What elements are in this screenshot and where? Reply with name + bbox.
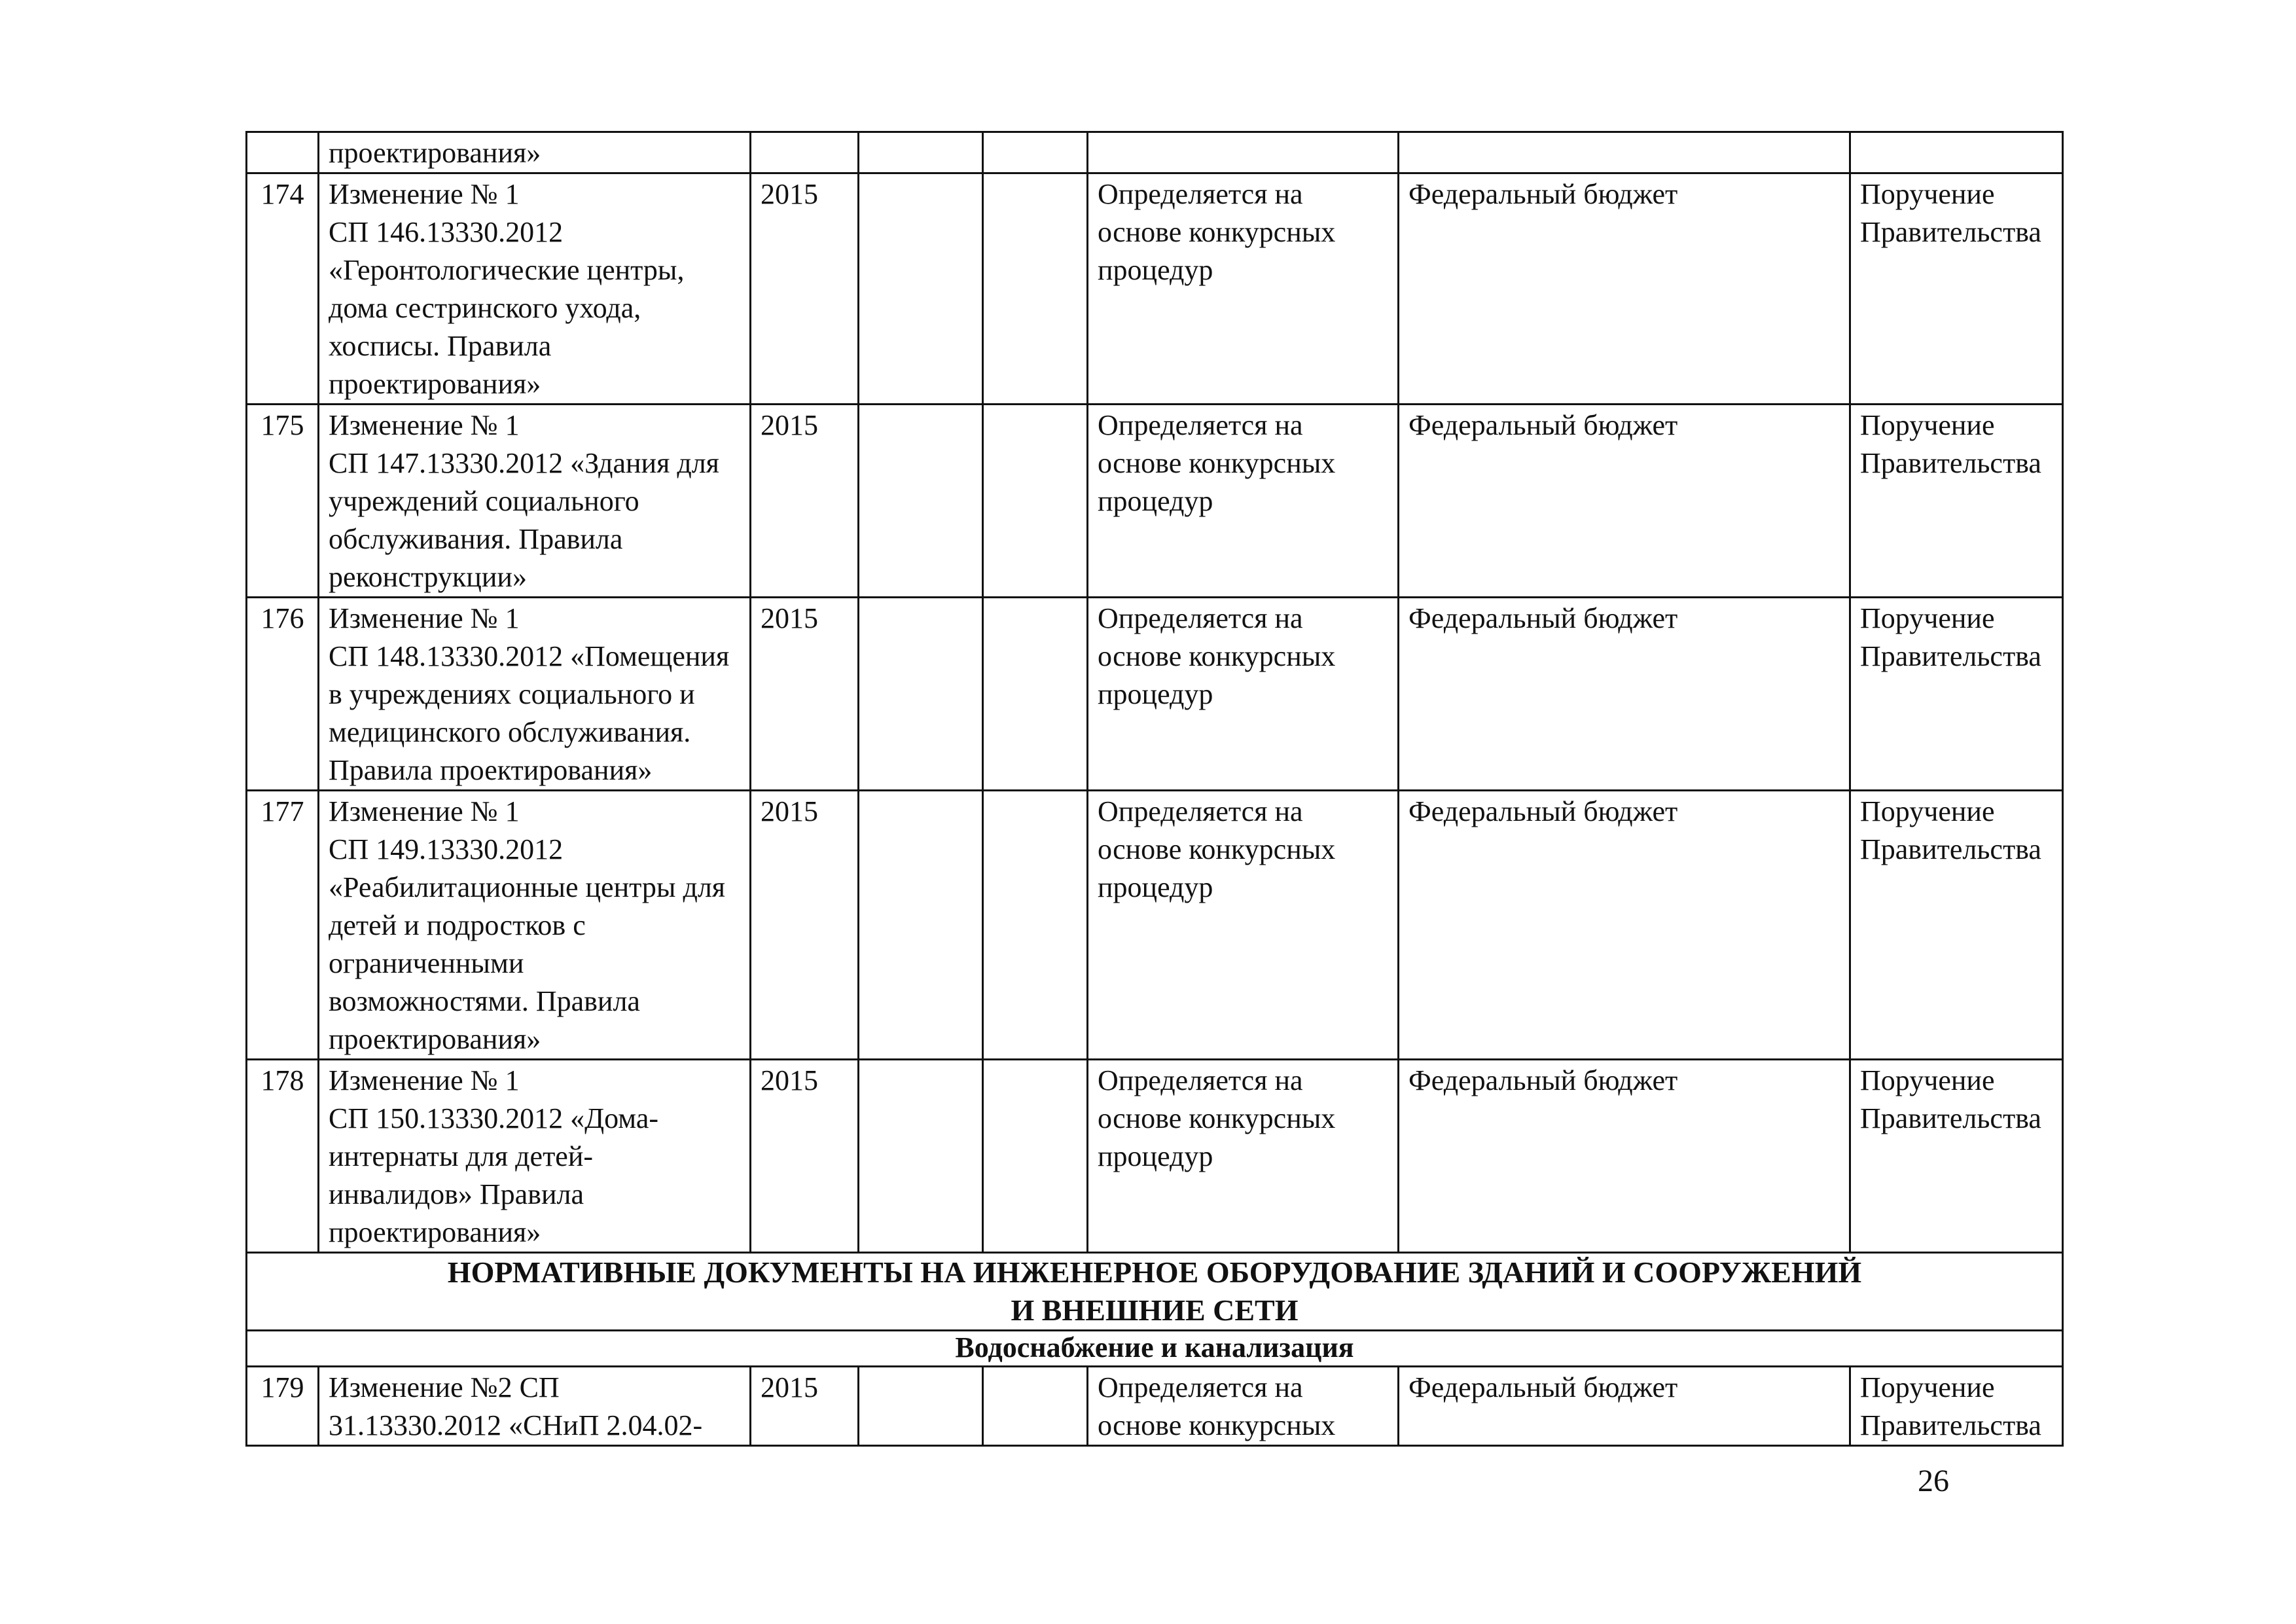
funding-cell: Федеральный бюджет [1399, 791, 1850, 1060]
empty-cell [983, 173, 1088, 405]
empty-cell [859, 791, 983, 1060]
document-name-cell: Изменение № 1 СП 146.13330.2012 «Геронтологические центры, дома сестринского ухода, хосписы. Правила проектирования» [319, 173, 751, 405]
document-name-cell: Изменение № 1 СП 148.13330.2012 «Помещения в учреждениях социального и медицинского обслуживания. Правила проектирования» [319, 598, 751, 791]
year-cell: 2015 [751, 173, 859, 405]
row-number-cell: 177 [247, 791, 319, 1060]
method-cell: Определяется на основе конкурсных процедур [1088, 598, 1399, 791]
year-cell: 2015 [751, 1367, 859, 1446]
subsection-header-row [247, 1331, 2063, 1367]
basis-cell: Поручение Правительства [1850, 405, 2063, 598]
method-cell: Определяется на основе конкурсных процедур [1088, 173, 1399, 405]
basis-cell: Поручение Правительства [1850, 1367, 2063, 1446]
basis-cell: Поручение Правительства [1850, 598, 2063, 791]
document-name-cell: Изменение №2 СП 31.13330.2012 «СНиП 2.04.02- [319, 1367, 751, 1446]
row-number-cell: 175 [247, 405, 319, 598]
table-row [247, 598, 2063, 791]
funding-cell: Федеральный бюджет [1399, 405, 1850, 598]
table-row [247, 1367, 2063, 1446]
funding-cell: Федеральный бюджет [1399, 173, 1850, 405]
empty-cell [983, 598, 1088, 791]
funding-cell: Федеральный бюджет [1399, 598, 1850, 791]
table-row [247, 173, 2063, 405]
method-cell [1088, 132, 1399, 173]
method-cell: Определяется на основе конкурсных процедур [1088, 405, 1399, 598]
year-cell: 2015 [751, 405, 859, 598]
table-row [247, 1060, 2063, 1253]
method-cell: Определяется на основе конкурсных [1088, 1367, 1399, 1446]
basis-cell: Поручение Правительства [1850, 1060, 2063, 1253]
funding-cell: Федеральный бюджет [1399, 1060, 1850, 1253]
document-name-cell: Изменение № 1 СП 149.13330.2012 «Реабилитационные центры для детей и подростков с ограниченными возможностями. Правила проектирования» [319, 791, 751, 1060]
plan-table [245, 131, 2064, 1447]
row-number-cell [247, 132, 319, 173]
page-number: 26 [1918, 1464, 1949, 1498]
document-name-cell: Изменение № 1 СП 150.13330.2012 «Дома- интернаты для детей- инвалидов» Правила проектирования» [319, 1060, 751, 1253]
year-cell: 2015 [751, 1060, 859, 1253]
funding-cell [1399, 132, 1850, 173]
year-cell [751, 132, 859, 173]
empty-cell [859, 405, 983, 598]
empty-cell [983, 791, 1088, 1060]
empty-cell [859, 132, 983, 173]
table-row [247, 132, 2063, 173]
section-header-row [247, 1253, 2063, 1331]
row-number-cell: 178 [247, 1060, 319, 1253]
row-number-cell: 179 [247, 1367, 319, 1446]
subsection-title: Водоснабжение и канализация [247, 1331, 2063, 1367]
year-cell: 2015 [751, 598, 859, 791]
empty-cell [983, 1060, 1088, 1253]
empty-cell [859, 598, 983, 791]
table-row [247, 791, 2063, 1060]
empty-cell [983, 132, 1088, 173]
empty-cell [983, 405, 1088, 598]
empty-cell [983, 1367, 1088, 1446]
method-cell: Определяется на основе конкурсных процедур [1088, 1060, 1399, 1253]
row-number-cell: 174 [247, 173, 319, 405]
document-name-cell: проектирования» [319, 132, 751, 173]
document-name-cell: Изменение № 1 СП 147.13330.2012 «Здания для учреждений социального обслуживания. Правила реконструкции» [319, 405, 751, 598]
row-number-cell: 176 [247, 598, 319, 791]
basis-cell [1850, 132, 2063, 173]
table-row [247, 405, 2063, 598]
year-cell: 2015 [751, 791, 859, 1060]
empty-cell [859, 1367, 983, 1446]
basis-cell: Поручение Правительства [1850, 173, 2063, 405]
basis-cell: Поручение Правительства [1850, 791, 2063, 1060]
section-title: НОРМАТИВНЫЕ ДОКУМЕНТЫ НА ИНЖЕНЕРНОЕ ОБОРУДОВАНИЕ ЗДАНИЙ И СООРУЖЕНИЙ И ВНЕШНИЕ СЕТИ [247, 1253, 2063, 1331]
funding-cell: Федеральный бюджет [1399, 1367, 1850, 1446]
method-cell: Определяется на основе конкурсных процедур [1088, 791, 1399, 1060]
empty-cell [859, 173, 983, 405]
empty-cell [859, 1060, 983, 1253]
